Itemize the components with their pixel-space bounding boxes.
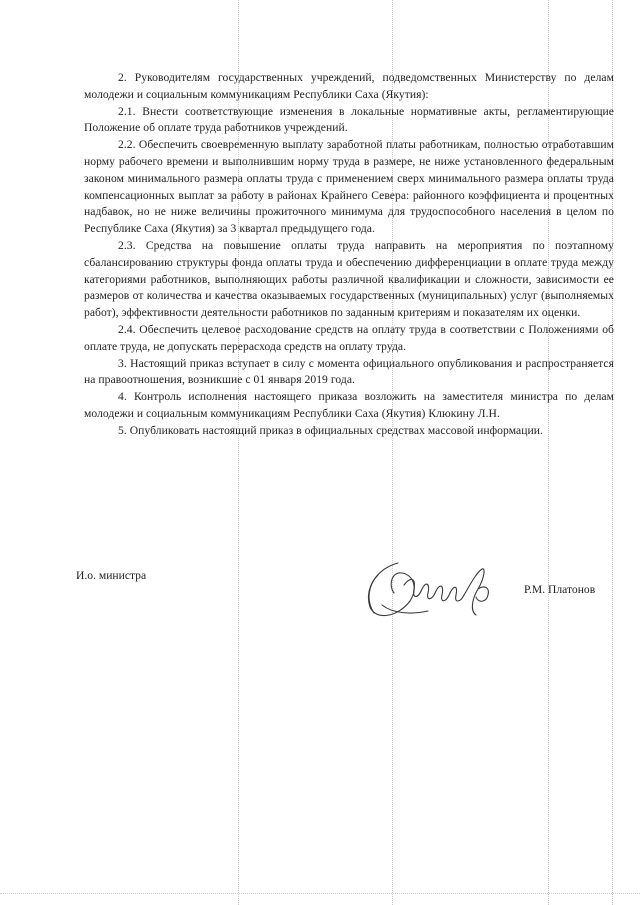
paragraph-2-2: 2.2. Обеспечить своевременную выплату заработной платы работникам, полностью отработавшим норму рабочего времени и выполнившим норму труда в размере, не ниже установленного федеральным законом минимального размера оплаты труда с применением сверх минимального размера оплаты труда компенсационных выплат за работу в районах Крайнего Севера: районного коэффициента и процентных надбавок, но не ниже величины прожиточного минимума для трудоспособного населения в целом по Республике Саха (Якутия) за 3 квартал предыдущего года. [84, 138, 614, 236]
signatory-name: Р.М. Платонов [524, 583, 596, 596]
paragraph-4: 4. Контроль исполнения настоящего приказа возложить на заместителя министра по делам молодежи и социальным коммуникациям Республики Саха (Якутия) Клюкину Л.Н. [84, 390, 614, 420]
document-body [84, 70, 614, 440]
signatory-role: И.о. министра [76, 569, 147, 582]
handwritten-signature [358, 555, 518, 627]
signature-block [0, 555, 640, 635]
paragraph-2-1: 2.1. Внести соответствующие изменения в локальные нормативные акты, регламентирующие Положение об оплате труда работников учреждений. [84, 104, 614, 135]
paragraph-3: 3. Настоящий приказ вступает в силу с момента официального опубликования и распространяется на правоотношения, возникшие с 01 января 2019 года. [84, 356, 614, 387]
paragraph-2: 2. Руководителям государственных учреждений, подведомственных Министерству по делам молодежи и социальным коммуникациям Республики Саха (Якутия): [84, 71, 614, 101]
scan-artifact-line [0, 893, 640, 894]
paragraph-5: 5. Опубликовать настоящий приказ в официальных средствах массовой информации. [118, 423, 543, 437]
paragraph-2-3: 2.3. Средства на повышение оплаты труда направить на мероприятия по поэтапному сбалансированию структуры фонда оплаты труда и обеспечению дифференциации в оплате труда между категориями работников, выполняющих работы различной квалификации и сложности, зависимости ее размеров от количества и качества оказываемых государственных (муниципальных) услуг (выполняемых работ), эффективности деятельности работников по заданным критериям и показателям их оценки. [84, 238, 614, 320]
paragraph-2-4: 2.4. Обеспечить целевое расходование средств на оплату труда в соответствии с Положениями об оплате труда, не допускать перерасхода средств на оплату труда. [84, 322, 614, 353]
